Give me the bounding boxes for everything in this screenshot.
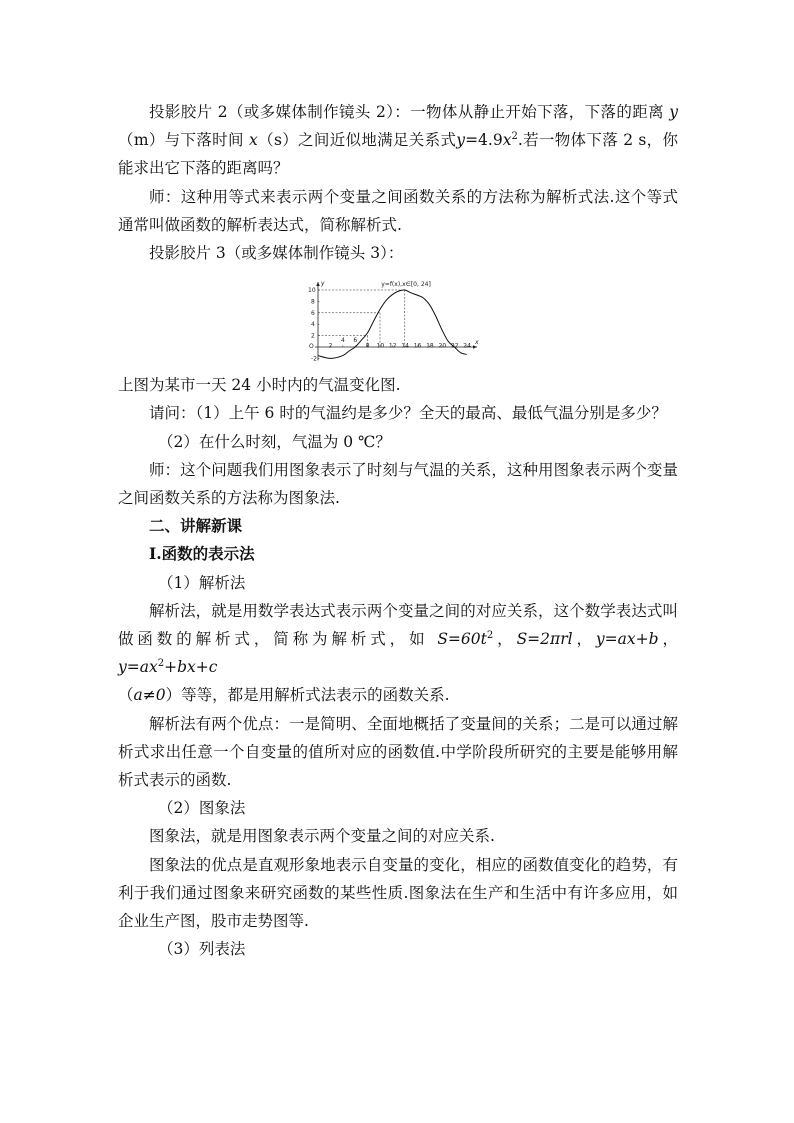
formula-exponent: 2 [486, 629, 494, 641]
formula-exponent: 2 [157, 658, 165, 670]
paragraph-graph-method: 师：这个问题我们用图象表示了时刻与气温的关系，这种用图象表示两个变量之间函数关系的方法称为图象法. [118, 460, 678, 508]
formula-condition: a≠0 [133, 686, 166, 705]
formula-linear: y=ax+b [595, 630, 659, 649]
x-tick-label: 16 [413, 342, 422, 350]
y-axis-arrow [316, 282, 320, 286]
text-span: 解析法，就是用数学表达式表示两个变量之间的对应关系，这个数学表达式叫做函数的解析式，简称为解析式，如 [118, 601, 678, 649]
paragraph-analytic-definition: 师：这种用等式来表示两个变量之间函数关系的方法称为解析式法.这个等式通常叫做函数的解析表达式，简称解析式. [118, 187, 678, 234]
formula-y: y [456, 131, 466, 150]
y-tick-label: 6 [311, 310, 315, 318]
x-tick-label: 24 [463, 342, 471, 350]
formula-x: x [502, 131, 512, 150]
paren: （ [118, 686, 134, 705]
document-body [118, 98, 678, 963]
temperature-chart-svg [300, 275, 500, 365]
variable-x: x [249, 131, 258, 150]
formula-coef: =4.9 [465, 131, 503, 150]
x-tick-label: 18 [426, 342, 434, 350]
x-tick-label: 6 [353, 337, 358, 345]
paragraph-chart-caption: 上图为某市一天 24 小时内的气温变化图. [118, 376, 401, 395]
y-tick-label: 8 [311, 298, 315, 306]
text-span: 投影胶片 2（或多媒体制作镜头 2）：一物体从静止开始下落，下落的距离 [149, 103, 670, 121]
subsection-heading-representation: Ⅰ.函数的表示法 [149, 544, 255, 564]
text-span: （m）与下落时间 [118, 131, 250, 150]
x-tick-label: 10 [376, 342, 385, 350]
paragraph-slide-2 [118, 98, 678, 183]
paragraph-question-2: （2）在什么时刻，气温为 0 ℃？ [158, 432, 391, 451]
x-tick-label: 12 [388, 342, 397, 350]
x-tick-label: 4 [341, 337, 345, 345]
paragraph-graph-definition: 图象法，就是用图象表示两个变量之间的对应关系. [149, 827, 495, 846]
separator: ， [493, 630, 517, 649]
x-tick-label: 8 [365, 342, 370, 350]
paragraph-analytic-advantages: 解析法有两个优点：一是简明、全面地概括了变量间的关系；二是可以通过解析式求出任意一个自变量的值所对应的函数值.中学阶段所研究的主要是能够用解析式表示的函数. [118, 714, 678, 790]
chart-title: y=f(x),x∈[0, 24] [381, 281, 431, 289]
section-heading-new-lesson: 二、讲解新课 [149, 516, 243, 536]
x-tick-label: 22 [450, 342, 459, 350]
item-heading-analytic: （1）解析法 [158, 573, 246, 592]
formula-quadratic: y=ax [118, 658, 158, 677]
y-tick-label: -2 [311, 355, 317, 363]
formula-quadratic-tail: +bx+c [164, 658, 218, 677]
x-tick-label: 2 [328, 342, 333, 350]
y-tick-label: 2 [311, 332, 315, 340]
formula-exponent: 2 [511, 131, 518, 143]
separator: ， [658, 630, 678, 649]
paragraph-graph-advantages: 图象法的优点是直观形象地表示自变量的变化，相应的函数值变化的趋势，有利于我们通过图象来研究函数的某些性质.图象法在生产和生活中有许多应用，如企业生产图，股市走势图等. [118, 855, 678, 931]
formula-s-2pirl: S=2πrl [516, 630, 573, 649]
separator: ， [572, 630, 596, 649]
text-span: （s）之间近似地满足关系式 [257, 131, 457, 150]
x-axis-label: x [475, 339, 479, 347]
variable-y: y [669, 103, 678, 121]
formula-s-60t: S=60t [437, 630, 487, 649]
y-axis-label: y [321, 280, 325, 288]
y-tick-label: 4 [311, 321, 315, 329]
y-tick-label: 10 [308, 287, 316, 295]
paragraph-slide-3: 投影胶片 3（或多媒体制作镜头 3）： [149, 244, 404, 263]
temperature-chart [118, 275, 678, 365]
item-heading-graph: （2）图象法 [158, 799, 246, 818]
origin-label: O [309, 343, 314, 351]
item-heading-table: （3）列表法 [158, 940, 246, 959]
paragraph-question-1: 请问：（1）上午 6 时的气温约是多少？全天的最高、最低气温分别是多少？ [149, 404, 667, 423]
x-tick-label: 20 [438, 342, 447, 350]
text-span: ）等等，都是用解析式法表示的函数关系. [165, 686, 450, 705]
text-span: .若一物体下落 2 s，你能求出它下落的距离吗？ [118, 131, 678, 178]
paragraph-analytic-method [118, 597, 678, 710]
x-tick-label: 14 [401, 342, 409, 350]
